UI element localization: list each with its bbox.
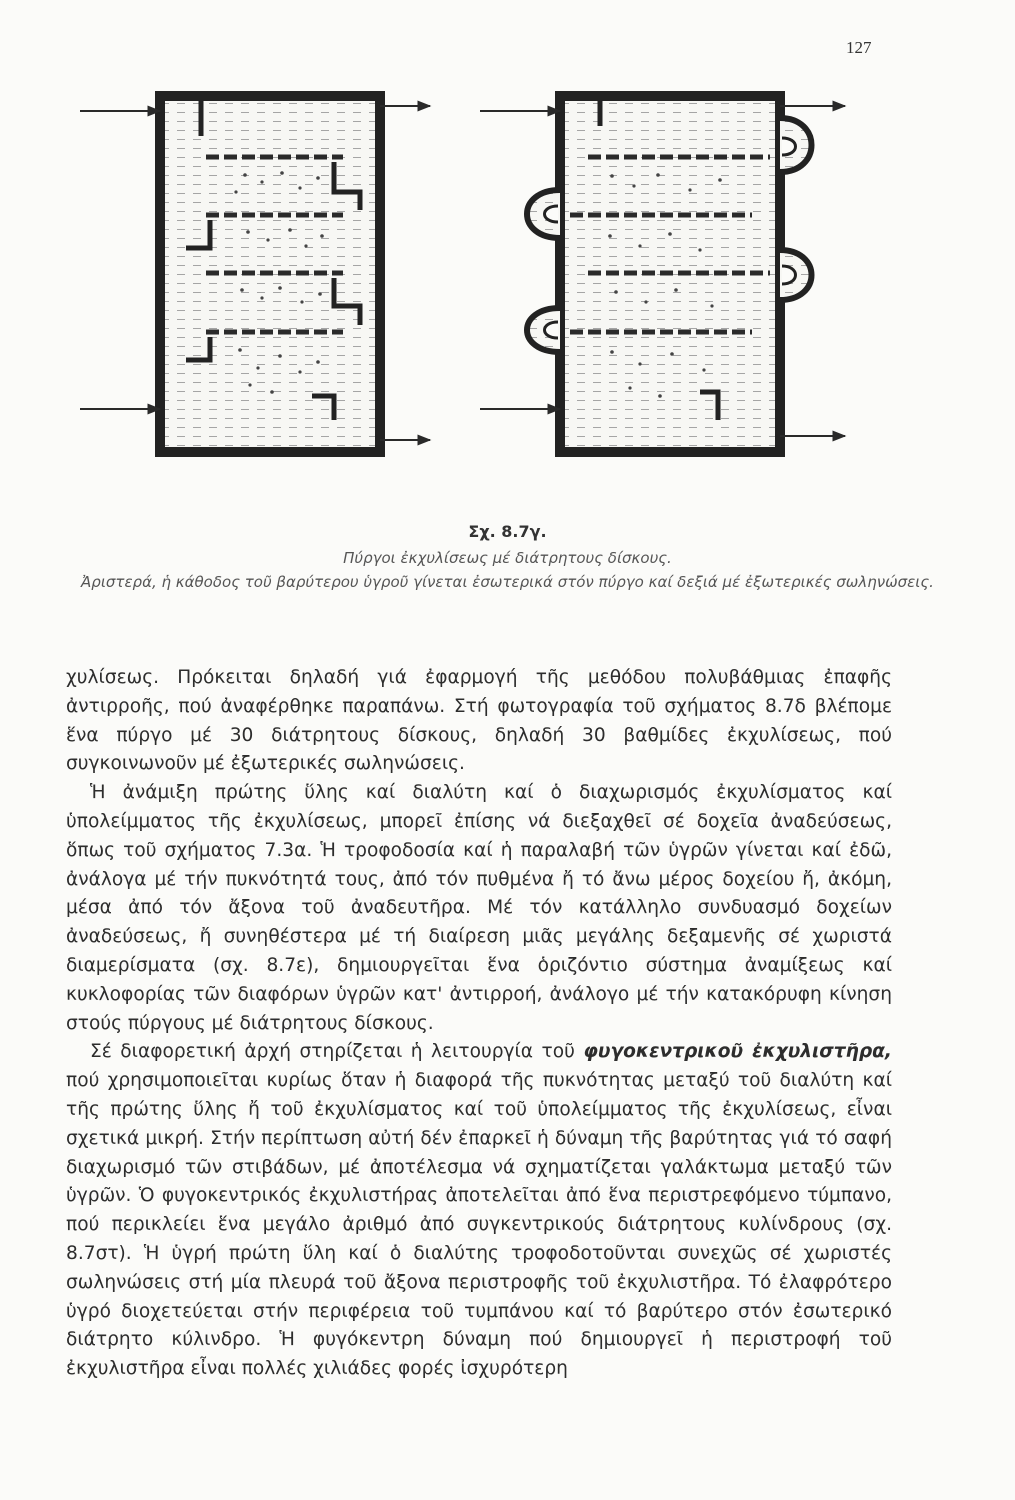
paragraph-2: Ἡ ἀνάμιξη πρώτης ὕλης καί διαλύτη καί ὁ διαχωρισμός ἐκχυλίσματος καί ὑπολείμματος τῆς ἐκχυλίσεως, μπορεῖ ἐπίσης νά διεξαχθεῖ σέ δοχεῖα ἀναδεύσεως, ὅπως τοῦ σχήματος 7.3α. Ἡ τροφοδοσία καί ἡ παραλαβή τῶν ὑγρῶν γίνεται καί ἐδῶ, ἀνάλογα μέ τήν πυκνότητά τους, ἀπό τόν πυθμένα ἤ τό ἄνω μέρος δοχείου ἤ, ἀκόμη, μέσα ἀπό τόν ἄξονα τοῦ ἀναδευτῆρα. Μέ τόν κατάλληλο συνδυασμό δοχείων ἀναδεύσεως, ἤ συνηθέστερα μέ τή διαίρεση μιᾶς μεγάλης δεξαμενῆς σέ χωριστά διαμερίσματα (σχ. 8.7ε), δημιουργεῖται ἕνα ὁριζόντιο σύστημα ἀναμίξεως καί κυκλοφορίας τῶν διαφόρων ὑγρῶν κατ' ἀντιρροή, ἀνάλογο μέ τήν κατακόρυφη κίνηση στούς πύργους μέ διάτρητους δίσκους. [66, 782, 892, 1034]
left-tower [80, 96, 430, 452]
page-number: 127 [846, 38, 872, 57]
centrifugal-extractor-term: φυγοκεντρικοῦ ἐκχυλιστῆρα, [583, 1041, 892, 1063]
paragraph-3-start: Σέ διαφορετική ἀρχή στηρίζεται ἡ λειτουργία τοῦ [90, 1041, 584, 1063]
figure-label: Σχ. 8.7γ. [468, 522, 547, 541]
body-text [66, 664, 892, 1384]
figure-title: Πύργοι ἐκχυλίσεως μέ διάτρητους δίσκους. [343, 549, 672, 567]
figure-caption: Ἀριστερά, ἡ κάθοδος τοῦ βαρύτερου ὑγροῦ γίνεται ἐσωτερικά στόν πύργο καί δεξιά μέ ἐξωτερικές σωληνώσεις. [81, 573, 934, 591]
figure-extraction-towers [0, 0, 1015, 520]
paragraph-3 [66, 1038, 892, 1384]
paragraph-3-rest: πού χρησιμοποιεῖται κυρίως ὅταν ἡ διαφορά τῆς πυκνότητας μεταξύ τοῦ διαλύτη καί τῆς πρώτης ὕλης ἤ τοῦ ἐκχυλίσματος καί τοῦ ὑπολείμματος τῆς ἐκχυλίσεως, εἶναι σχετικά μικρή. Στήν περίπτωση αὐτή δέν ἐπαρκεῖ ἡ δύναμη τῆς βαρύτητας γιά τό σαφή διαχωρισμό τῶν στιβάδων, μέ ἀποτέλεσμα νά σχηματίζεται γαλάκτωμα μεταξύ τῶν ὑγρῶν. Ὁ φυγοκεντρικός ἐκχυλιστήρας ἀποτελεῖται ἀπό ἕνα περιστρεφόμενο τύμπανο, πού περικλείει ἕνα μεγάλο ἀριθμό ἀπό συγκεντρικούς διάτρητους κυλίνδρους (σχ. 8.7στ). Ἡ ὑγρή πρώτη ὕλη καί ὁ διαλύτης τροφοδοτοῦνται συνεχῶς σέ χωριστές σωληνώσεις στή μία πλευρά τοῦ ἄξονα περιστροφῆς τοῦ ἐκχυλιστῆρα. Τό ἐλαφρότερο ὑγρό διοχετεύεται στήν περιφέρεια τοῦ τυμπάνου καί τό βαρύτερο στόν ἐσωτερικό διάτρητο κύλινδρο. Ἡ φυγόκεντρη δύναμη πού δημιουργεῖ ἡ περιστροφή τοῦ ἐκχυλιστῆρα εἶναι πολλές χιλιάδες φορές ἰσχυρότερη [66, 1070, 892, 1380]
paragraph-1: χυλίσεως. Πρόκειται δηλαδή γιά ἐφαρμογή τῆς μεθόδου πολυβάθμιας ἐπαφῆς ἀντιρροῆς, πού ἀναφέρθηκε παραπάνω. Στή φωτογραφία τοῦ σχήματος 8.7δ βλέπομε ἕνα πύργο μέ 30 διάτρητους δίσκους, δηλαδή 30 βαθμίδες ἐκχυλίσεως, πού συγκοινωνοῦν μέ ἐξωτερικές σωληνώσεις. [66, 667, 892, 775]
right-tower [480, 96, 845, 452]
